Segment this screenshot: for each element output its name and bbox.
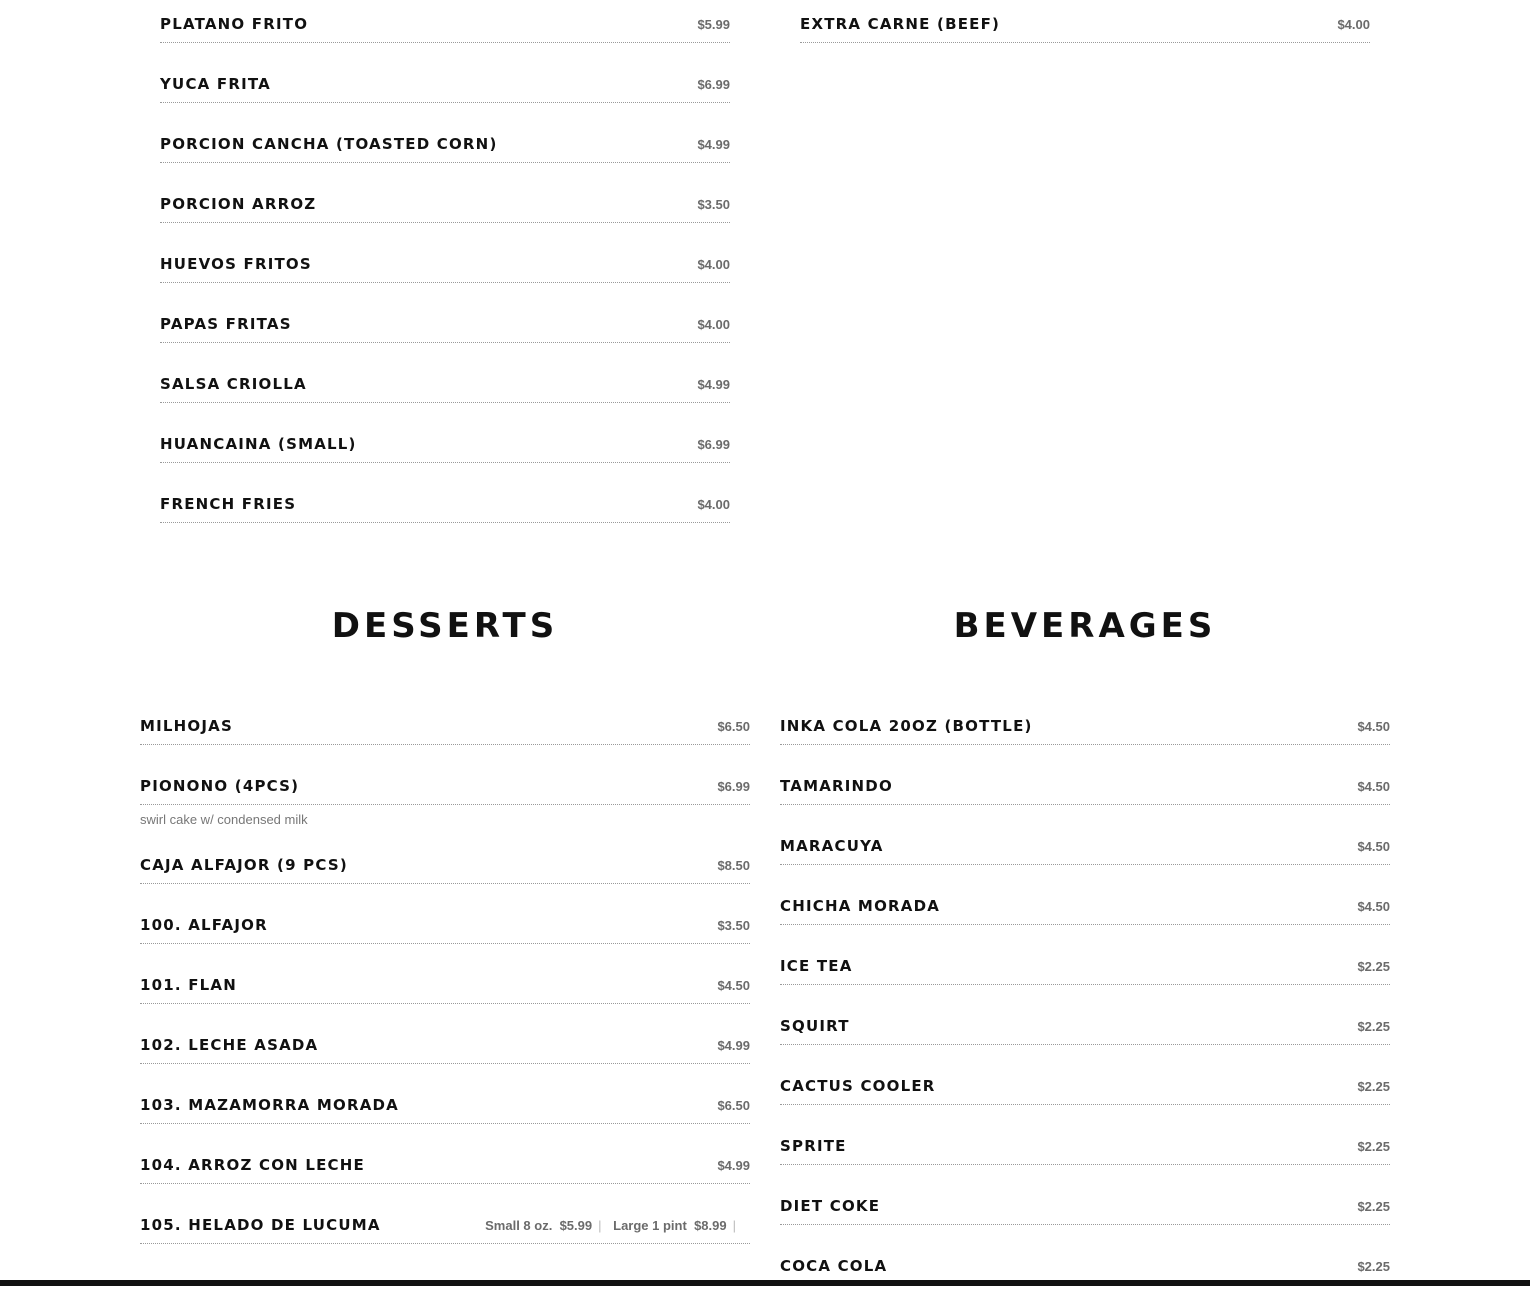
item-price: $4.00 xyxy=(697,257,730,272)
item-price: $2.25 xyxy=(1357,1079,1390,1094)
menu-item xyxy=(140,1021,750,1081)
menu-item xyxy=(800,0,1370,60)
size-options xyxy=(485,1218,744,1233)
item-name: PORCION ARROZ xyxy=(160,195,317,213)
item-price: $2.25 xyxy=(1357,1139,1390,1154)
item-name: HUEVOS FRITOS xyxy=(160,255,312,273)
item-price: $4.50 xyxy=(1357,719,1390,734)
menu-item xyxy=(780,1122,1390,1182)
item-name: FRENCH FRIES xyxy=(160,495,297,513)
menu-item xyxy=(780,882,1390,942)
item-name: PORCION CANCHA (TOASTED CORN) xyxy=(160,135,498,153)
item-name: CAJA ALFAJOR (9 PCS) xyxy=(140,856,348,874)
menu-item xyxy=(780,1062,1390,1122)
item-price: $8.50 xyxy=(717,858,750,873)
bottom-bar xyxy=(0,1280,1530,1286)
menu-item xyxy=(160,0,730,60)
option-label: Large 1 pint xyxy=(613,1218,687,1233)
menu-item xyxy=(780,1242,1390,1302)
menu-item xyxy=(140,1141,750,1201)
item-price: $6.50 xyxy=(717,1098,750,1113)
item-name: SQUIRT xyxy=(780,1017,850,1035)
option-divider: | xyxy=(598,1218,602,1233)
beverages-list xyxy=(780,702,1390,1302)
desserts-list xyxy=(140,702,750,1261)
item-name: MARACUYA xyxy=(780,837,884,855)
menu-item xyxy=(160,60,730,120)
item-name: DIET COKE xyxy=(780,1197,881,1215)
menu-item xyxy=(780,762,1390,822)
item-price: $4.00 xyxy=(1337,17,1370,32)
item-name: SPRITE xyxy=(780,1137,847,1155)
menu-item xyxy=(140,762,750,841)
item-price: $4.50 xyxy=(1357,839,1390,854)
item-name: CHICHA MORADA xyxy=(780,897,941,915)
menu-item xyxy=(160,480,730,540)
item-price: $4.50 xyxy=(1357,779,1390,794)
menu-item xyxy=(780,942,1390,1002)
item-name: HUANCAINA (SMALL) xyxy=(160,435,357,453)
item-price: $4.00 xyxy=(697,317,730,332)
item-price: $4.50 xyxy=(717,978,750,993)
item-price: $2.25 xyxy=(1357,1019,1390,1034)
item-price: $2.25 xyxy=(1357,1199,1390,1214)
menu-item xyxy=(140,901,750,961)
menu-item xyxy=(140,841,750,901)
option-divider: | xyxy=(732,1218,736,1233)
item-description: swirl cake w/ condensed milk xyxy=(140,812,308,827)
sides-list xyxy=(160,0,730,540)
item-name: 101. FLAN xyxy=(140,976,237,994)
menu-item xyxy=(780,1182,1390,1242)
menu-item xyxy=(140,1201,750,1261)
item-name: PAPAS FRITAS xyxy=(160,315,292,333)
extras-list xyxy=(800,0,1370,60)
beverages-heading: BEVERAGES xyxy=(953,606,1217,646)
item-price: $4.99 xyxy=(697,137,730,152)
item-price: $2.25 xyxy=(1357,1259,1390,1274)
item-price: $4.00 xyxy=(697,497,730,512)
item-name: PIONONO (4PCS) xyxy=(140,777,300,795)
item-name: 103. MAZAMORRA MORADA xyxy=(140,1096,399,1114)
item-name: COCA COLA xyxy=(780,1257,888,1275)
item-price: $4.99 xyxy=(717,1038,750,1053)
item-name: ICE TEA xyxy=(780,957,853,975)
desserts-heading: DESSERTS xyxy=(331,606,559,646)
item-price: $3.50 xyxy=(697,197,730,212)
menu-item xyxy=(780,1002,1390,1062)
item-price: $6.50 xyxy=(717,719,750,734)
option-price: $8.99 xyxy=(694,1218,727,1233)
menu-item xyxy=(140,1081,750,1141)
menu-item xyxy=(780,702,1390,762)
item-name: YUCA FRITA xyxy=(160,75,271,93)
menu-item xyxy=(780,822,1390,882)
menu-item xyxy=(160,360,730,420)
item-name: INKA COLA 20OZ (BOTTLE) xyxy=(780,717,1033,735)
item-name: 100. ALFAJOR xyxy=(140,916,268,934)
item-name: PLATANO FRITO xyxy=(160,15,309,33)
option-price: $5.99 xyxy=(559,1218,593,1233)
menu-item xyxy=(140,961,750,1021)
item-name: MILHOJAS xyxy=(140,717,233,735)
item-price: $6.99 xyxy=(697,77,730,92)
item-price: $2.25 xyxy=(1357,959,1390,974)
menu-item xyxy=(160,240,730,300)
item-name: 104. ARROZ CON LECHE xyxy=(140,1156,365,1174)
item-name: TAMARINDO xyxy=(780,777,893,795)
menu-item xyxy=(160,120,730,180)
menu-item xyxy=(160,180,730,240)
item-name: EXTRA CARNE (BEEF) xyxy=(800,15,1001,33)
item-price: $4.99 xyxy=(697,377,730,392)
item-price: $6.99 xyxy=(717,779,750,794)
menu-item xyxy=(160,420,730,480)
item-name: 105. HELADO DE LUCUMA xyxy=(140,1216,381,1234)
item-price: $4.50 xyxy=(1357,899,1390,914)
item-price: $4.99 xyxy=(717,1158,750,1173)
option-label: Small 8 oz. xyxy=(485,1218,553,1233)
item-price: $5.99 xyxy=(697,17,730,32)
menu-item xyxy=(160,300,730,360)
item-name: CACTUS COOLER xyxy=(780,1077,936,1095)
item-price: $6.99 xyxy=(697,437,730,452)
item-price: $3.50 xyxy=(717,918,750,933)
menu-item xyxy=(140,702,750,762)
item-name: 102. LECHE ASADA xyxy=(140,1036,319,1054)
item-name: SALSA CRIOLLA xyxy=(160,375,307,393)
